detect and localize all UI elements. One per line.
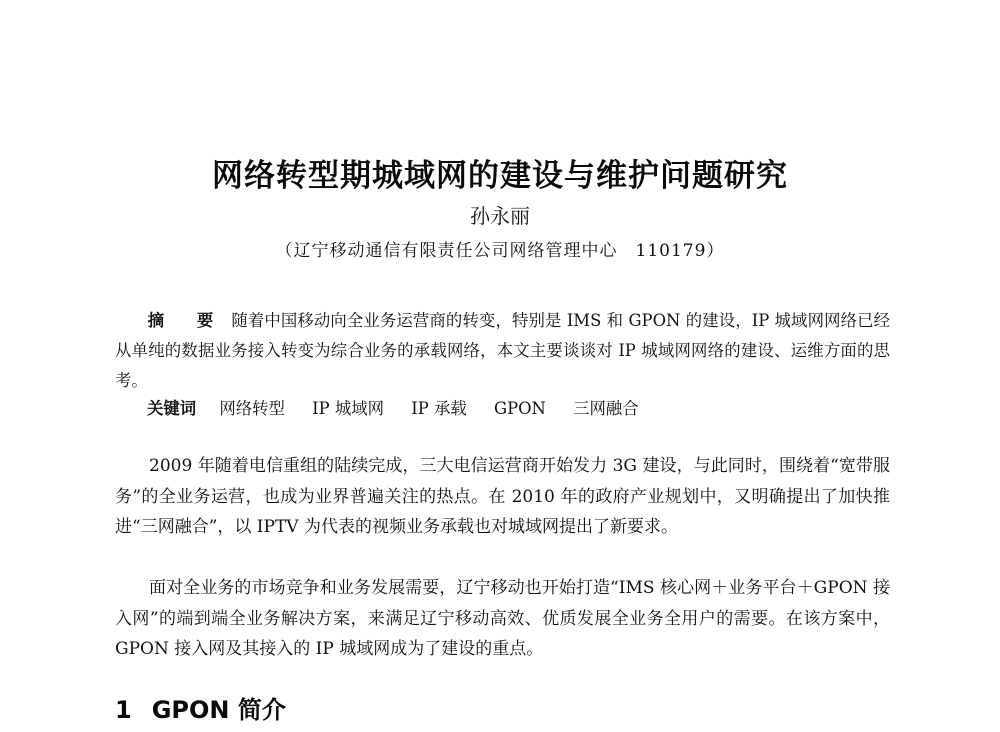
keyword: 网络转型 bbox=[219, 399, 285, 418]
body-paragraph: 面对全业务的市场竞争和业务发展需要，辽宁移动也开始打造“IMS 核心网＋业务平台＋GPON 接入网”的端到端全业务解决方案，来满足辽宁移动高效、优质发展全业务全用户的需要。在该方案中，GPON 接入网及其接入的 IP 城域网成为了建设的重点。 bbox=[115, 578, 890, 659]
abstract bbox=[115, 306, 890, 396]
keywords bbox=[147, 394, 661, 424]
abstract-text: 随着中国移动向全业务运营商的转变，特别是 IMS 和 GPON 的建设，IP 城域网网络已经从单纯的数据业务接入转变为综合业务的承载网络，本文主要谈谈对 IP 城域网网络的建设、运维方面的思考。 bbox=[115, 311, 890, 390]
author-name: 孙永丽 bbox=[470, 204, 530, 228]
keywords-label: 关键词 bbox=[147, 399, 197, 418]
section-number: 1 bbox=[115, 696, 132, 724]
abstract-label: 摘 要 bbox=[147, 311, 222, 330]
keyword: GPON bbox=[494, 399, 546, 418]
section-heading bbox=[115, 690, 286, 725]
keyword: IP 城域网 bbox=[312, 399, 385, 418]
section-title: GPON 简介 bbox=[151, 696, 286, 724]
paper-title: 网络转型期城域网的建设与维护问题研究 bbox=[212, 158, 788, 194]
keyword: IP 承载 bbox=[411, 399, 467, 418]
author-affiliation: （辽宁移动通信有限责任公司网络管理中心 110179） bbox=[275, 241, 725, 261]
keyword: 三网融合 bbox=[573, 399, 639, 418]
body-paragraph: 2009 年随着电信重组的陆续完成，三大电信运营商开始发力 3G 建设，与此同时，围绕着“宽带服务”的全业务运营，也成为业界普遍关注的热点。在 2010 年的政府产业规划中，又明确提出了加快推进“三网融合”，以 IPTV 为代表的视频业务承载也对城域网提出了新要求。 bbox=[115, 456, 890, 537]
